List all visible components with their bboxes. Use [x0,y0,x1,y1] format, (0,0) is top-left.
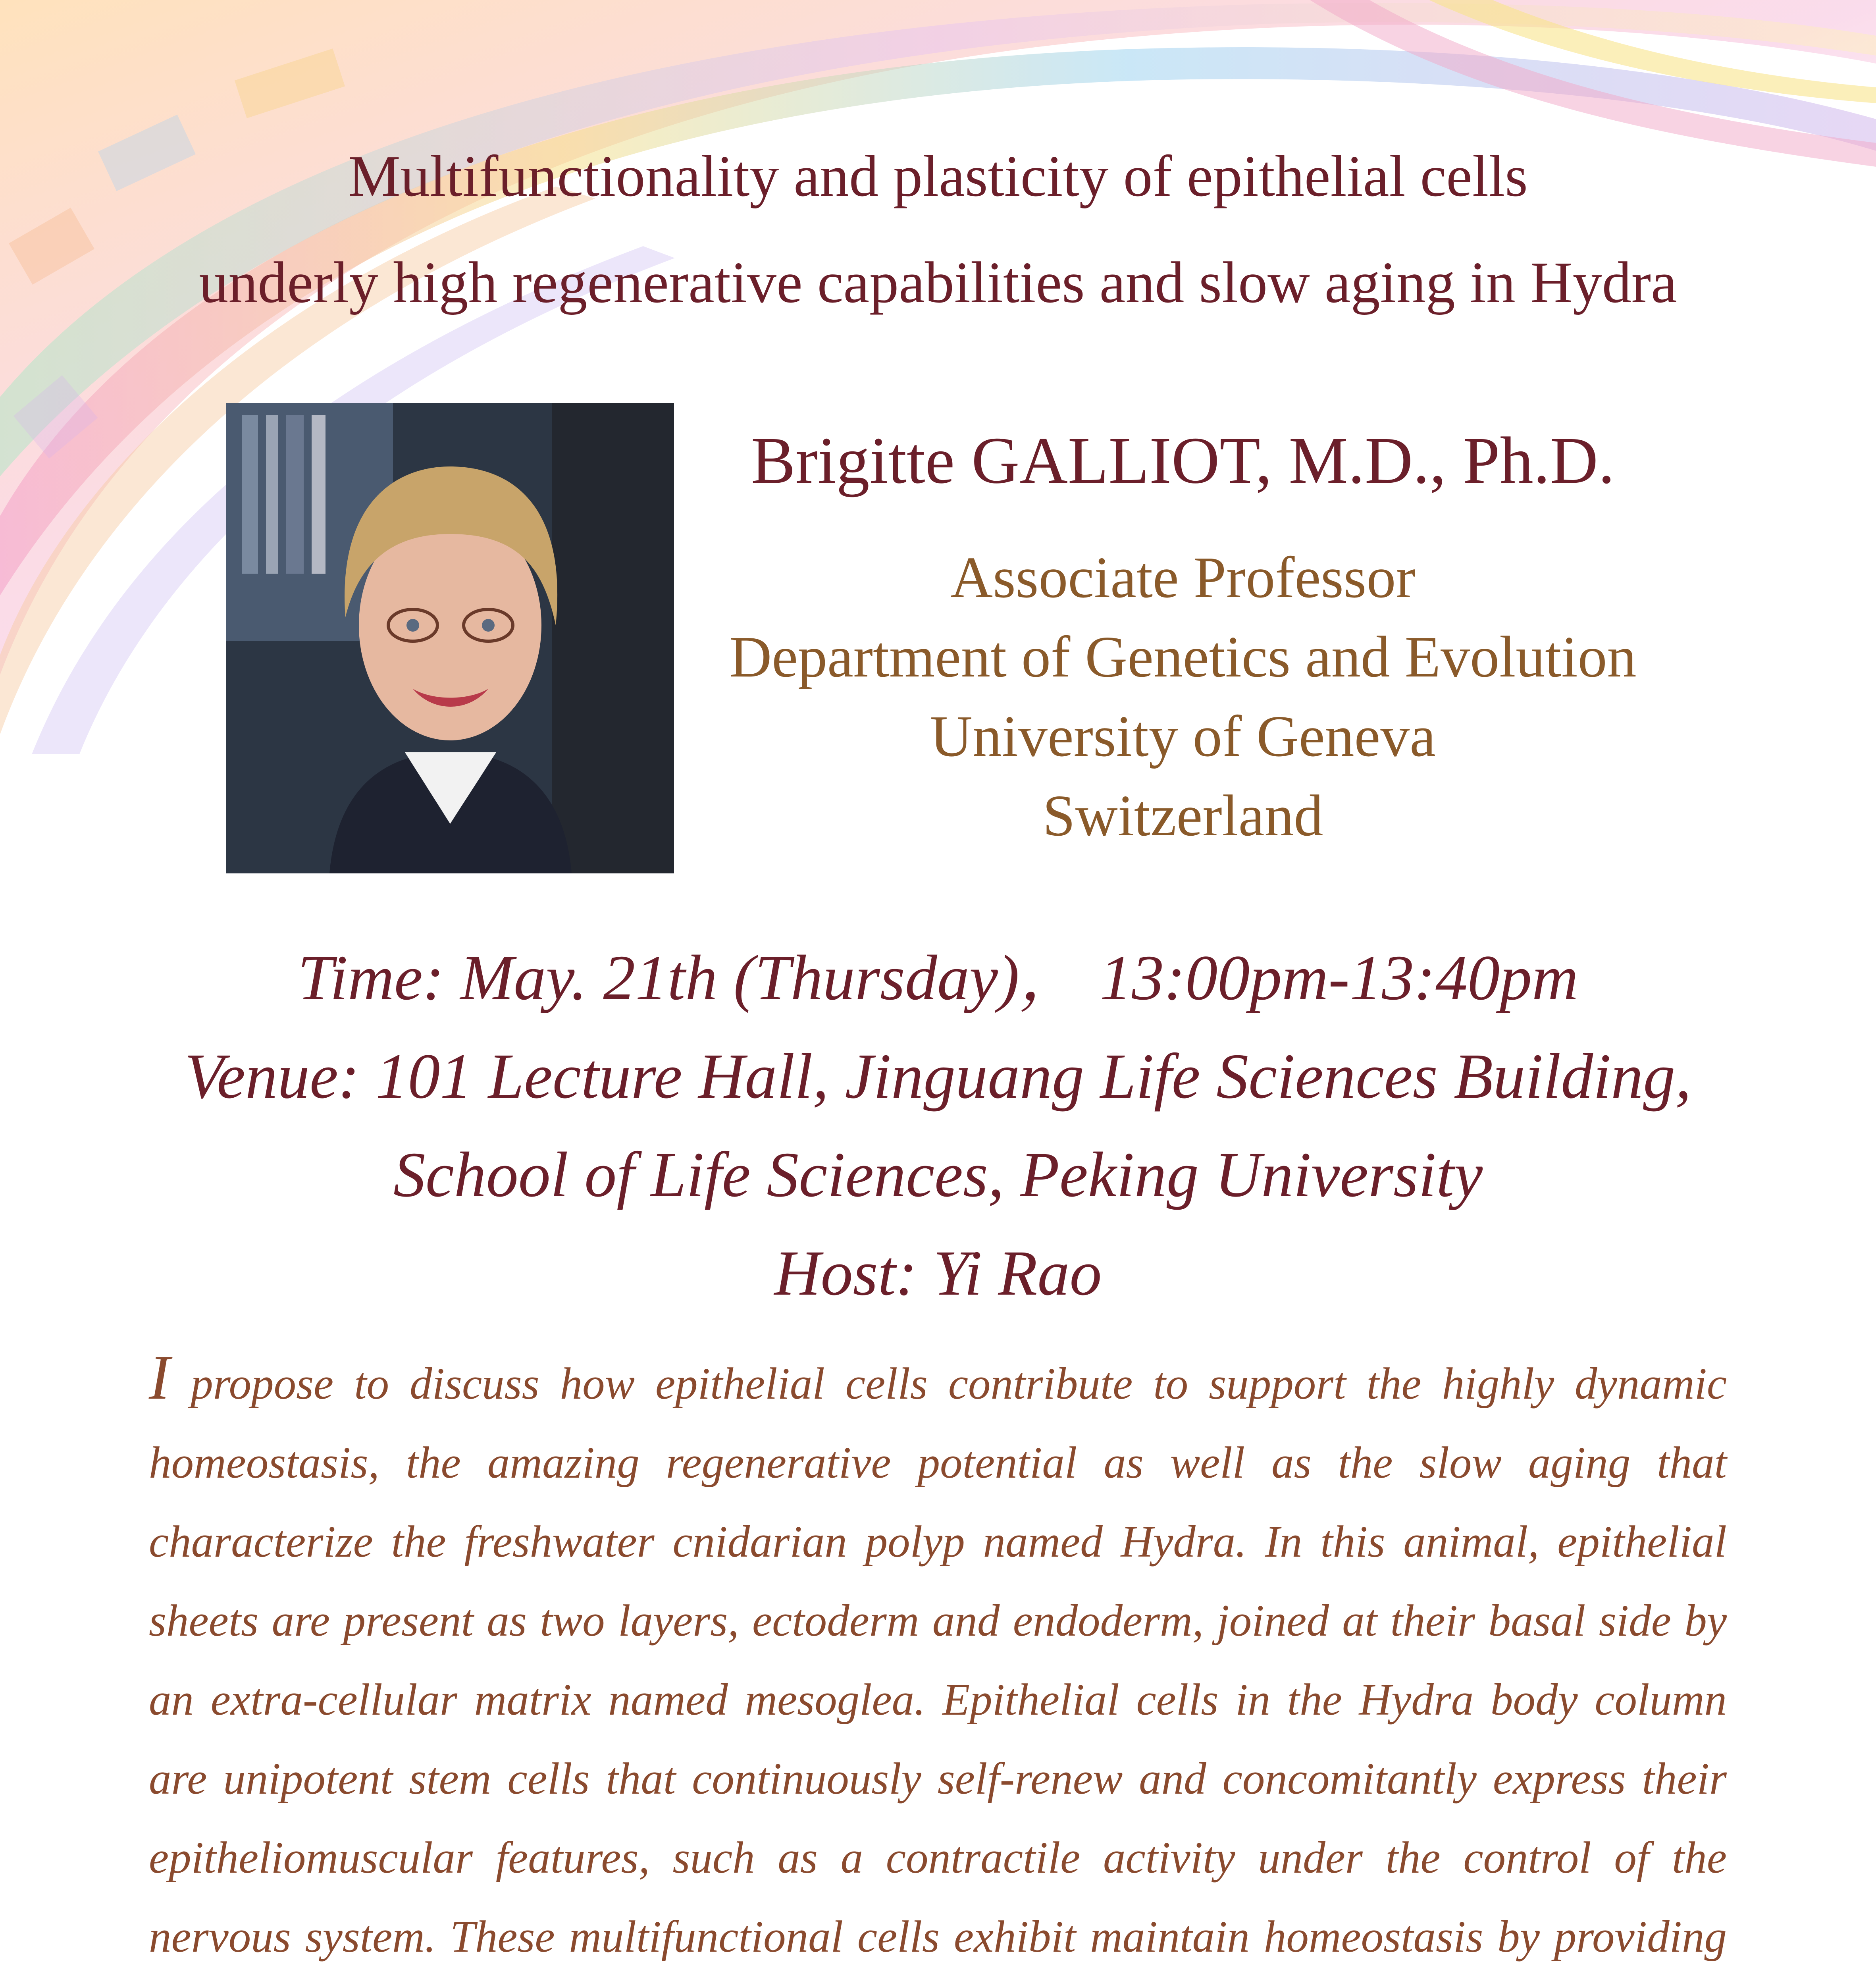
speaker-affiliation [675,538,1691,856]
event-details [0,929,1876,1323]
speaker-department: Department of Genetics and Evolution [729,624,1637,690]
talk-title-line-1: Multifunctionality and plasticity of epithelial cells [348,144,1528,209]
speaker-photo [226,403,674,873]
speaker-university: University of Geneva [930,704,1436,769]
speaker-country: Switzerland [1042,783,1323,848]
talk-title [0,123,1876,336]
speaker-name: Brigitte GALLIOT, M.D., Ph.D. [751,424,1615,497]
speaker-position: Associate Professor [950,545,1416,610]
event-time: Time: May. 21th (Thursday)， 13:00pm-13:40pm [297,942,1579,1014]
event-venue-line-2: School of Life Sciences, Peking University [393,1139,1483,1210]
abstract-text: propose to discuss how epithelial cells contribute to support the highly dynamic homeostasis, the amazing regenerative potential as well as the slow aging that characterize the freshwater cnidarian polyp named Hydra. In this animal, epithelial sheets are present as two layers, ectoderm and endoderm, joined at their basal side by an extra-cellular matrix named mesoglea. Epithelial cells in the Hydra body column are unipotent stem cells that continuously self-renew and concomitantly express their epitheliomuscular features, such as a contractile activity under the control of the nervous system. These multifunctional cells exhibit maintain homeostasis by providing [149,1359,1727,1962]
event-venue-line-1: Venue: 101 Lecture Hall, Jinguang Life Sciences Building, [185,1041,1691,1112]
abstract-dropcap: I [149,1342,170,1413]
event-host: Host: Yi Rao [774,1238,1102,1309]
portrait-image [226,403,674,873]
abstract [149,1338,1727,1985]
talk-title-line-2: underly high regenerative capabilities and slow aging in Hydra [199,250,1677,315]
